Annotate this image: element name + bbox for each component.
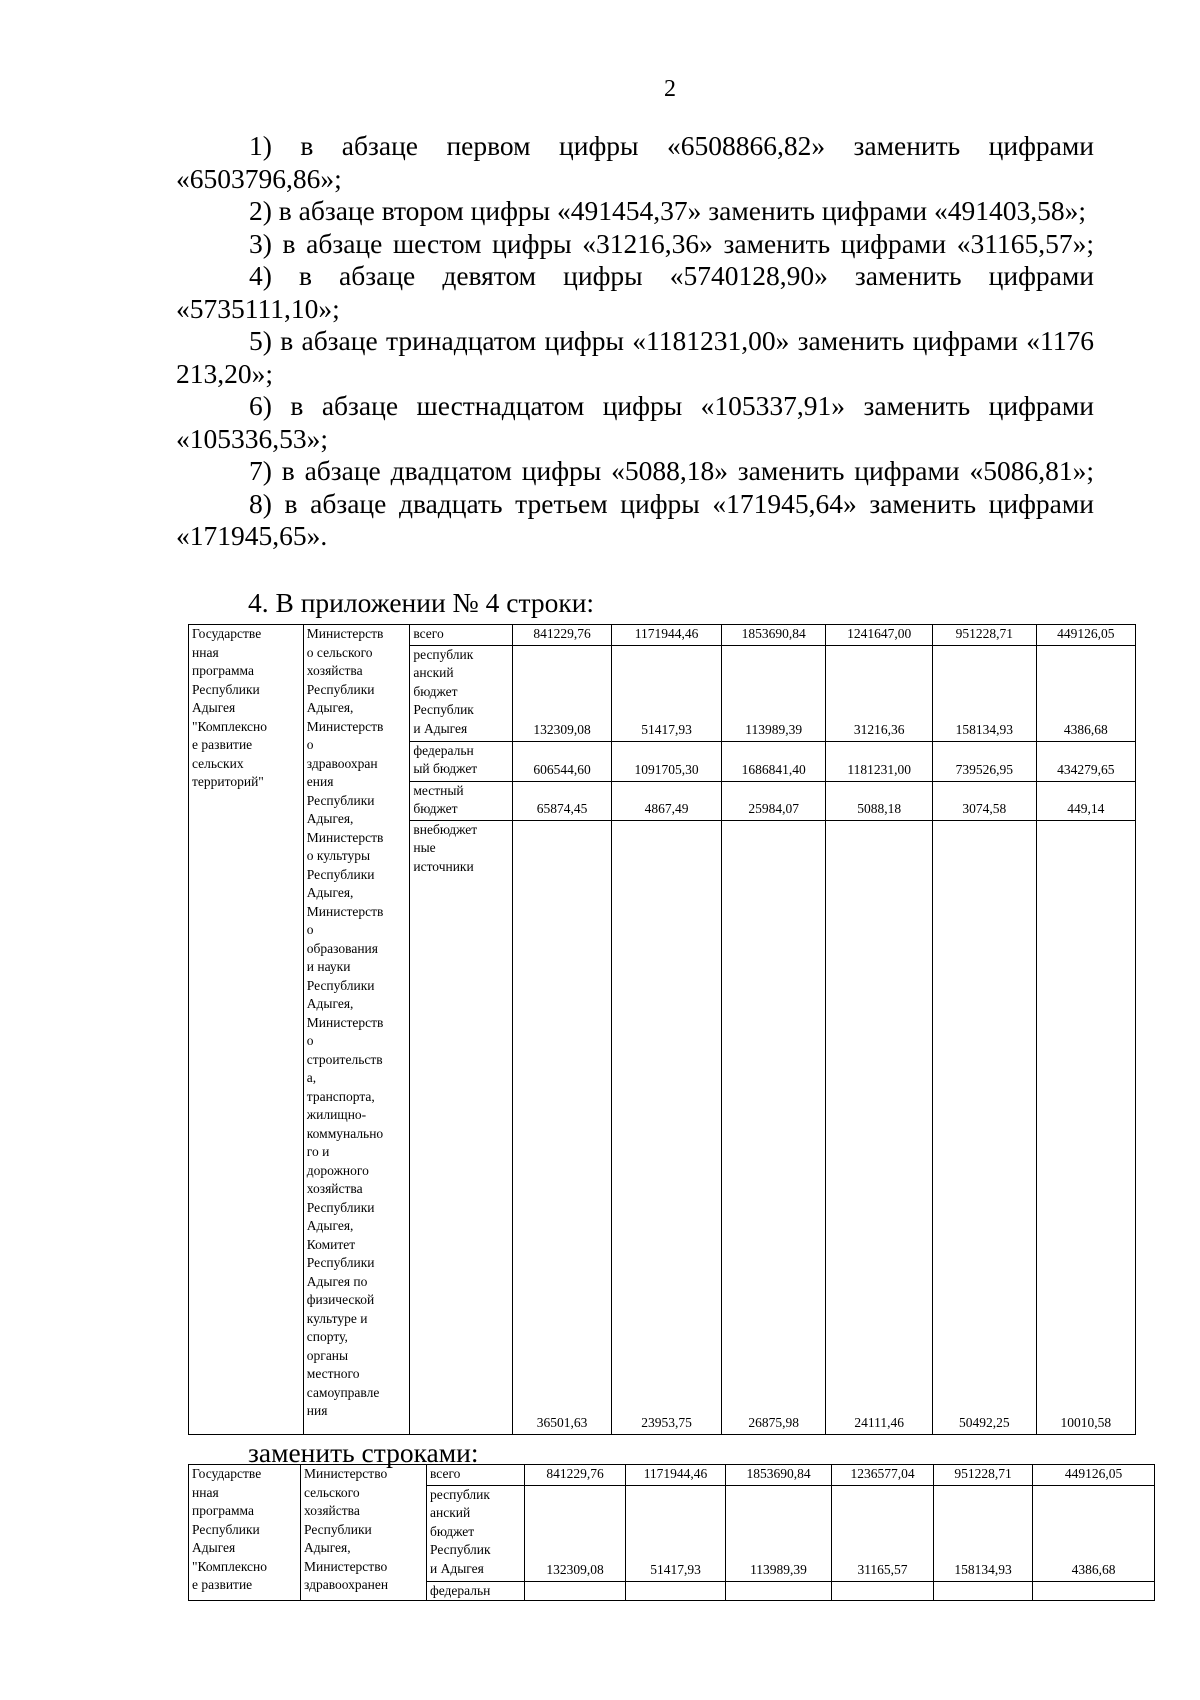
amendment-item-1: 1) в абзаце первом цифры «6508866,82» заменить цифрами «6503796,86»; <box>176 130 1094 194</box>
page-number: 2 <box>664 76 676 102</box>
value-cell <box>626 1581 726 1601</box>
value-cell: 113989,39 <box>726 1485 832 1581</box>
value-cell: 23953,75 <box>612 820 722 1434</box>
value-cell: 841229,76 <box>512 625 611 646</box>
value-cell: 434279,65 <box>1036 741 1135 781</box>
program-cell: Государстве нная программа Республики Адыгея "Комплексно е развитие <box>189 1465 301 1601</box>
value-cell: 3074,58 <box>933 781 1037 820</box>
value-cell: 31216,36 <box>826 645 933 741</box>
table-row <box>189 1465 1155 1486</box>
new-rows-table <box>188 1464 1155 1601</box>
replace-heading: заменить строками: <box>248 1437 479 1468</box>
source-cell: республик анский бюджет Республик и Адыгея <box>410 645 512 741</box>
source-cell: местный бюджет <box>410 781 512 820</box>
amendment-item-6: 6) в абзаце шестнадцатом цифры «105337,91» заменить цифрами «105336,53»; <box>176 390 1094 454</box>
source-cell: всего <box>410 625 512 646</box>
value-cell: 10010,58 <box>1036 820 1135 1434</box>
value-cell: 25984,07 <box>721 781 826 820</box>
value-cell: 158134,93 <box>933 645 1037 741</box>
value-cell: 24111,46 <box>826 820 933 1434</box>
value-cell: 4386,68 <box>1033 1485 1155 1581</box>
value-cell <box>726 1581 832 1601</box>
value-cell <box>525 1581 626 1601</box>
table-row <box>189 625 1136 646</box>
executors-cell: Министерств о сельского хозяйства Республики Адыгея, Министерств о здравоохран ения Республики Адыгея, Министерств о культуры Республики Адыгея, Министерств о образования и науки Республики Адыгея, Министерств о строительств а, транспорта, жилищно- коммунально го и дорожного хозяйства Республики Адыгея, Комитет Республики Адыгея по физической культуре и спорту, органы местного самоуправле ния <box>303 625 410 1435</box>
value-cell: 113989,39 <box>721 645 826 741</box>
value-cell: 1091705,30 <box>612 741 722 781</box>
value-cell: 951228,71 <box>933 625 1037 646</box>
value-cell: 1181231,00 <box>826 741 933 781</box>
value-cell: 1853690,84 <box>726 1465 832 1486</box>
value-cell: 65874,45 <box>512 781 611 820</box>
value-cell: 31165,57 <box>832 1485 934 1581</box>
value-cell: 50492,25 <box>933 820 1037 1434</box>
value-cell: 51417,93 <box>612 645 722 741</box>
value-cell: 1241647,00 <box>826 625 933 646</box>
value-cell: 4867,49 <box>612 781 722 820</box>
amendment-item-2: 2) в абзаце втором цифры «491454,37» заменить цифрами «491403,58»; <box>249 195 1087 226</box>
value-cell: 449126,05 <box>1033 1465 1155 1486</box>
value-cell: 5088,18 <box>826 781 933 820</box>
value-cell: 951228,71 <box>934 1465 1033 1486</box>
value-cell <box>1033 1581 1155 1601</box>
program-cell: Государстве нная программа Республики Адыгея "Комплексно е развитие сельских территорий" <box>189 625 304 1435</box>
value-cell: 132309,08 <box>525 1485 626 1581</box>
section-intro: 4. В приложении № 4 строки: <box>248 587 595 618</box>
source-cell: федеральн <box>427 1581 525 1601</box>
old-rows-table <box>188 624 1136 1435</box>
value-cell: 26875,98 <box>721 820 826 1434</box>
amendment-item-8: 8) в абзаце двадцать третьем цифры «171945,64» заменить цифрами «171945,65». <box>176 487 1094 551</box>
value-cell: 1686841,40 <box>721 741 826 781</box>
source-cell: федеральн ый бюджет <box>410 741 512 781</box>
amendment-item-7: 7) в абзаце двадцатом цифры «5088,18» заменить цифрами «5086,81»; <box>249 455 1094 486</box>
value-cell: 1236577,04 <box>832 1465 934 1486</box>
value-cell: 51417,93 <box>626 1485 726 1581</box>
value-cell: 739526,95 <box>933 741 1037 781</box>
value-cell: 1853690,84 <box>721 625 826 646</box>
value-cell: 36501,63 <box>512 820 611 1434</box>
amendment-item-5: 5) в абзаце тринадцатом цифры «1181231,00» заменить цифрами «1176 213,20»; <box>176 325 1094 389</box>
value-cell: 1171944,46 <box>626 1465 726 1486</box>
source-cell: внебюджет ные источники <box>410 820 512 1434</box>
amendment-item-3: 3) в абзаце шестом цифры «31216,36» заменить цифрами «31165,57»; <box>249 227 1094 259</box>
value-cell: 841229,76 <box>525 1465 626 1486</box>
value-cell <box>832 1581 934 1601</box>
value-cell: 449126,05 <box>1036 625 1135 646</box>
value-cell: 4386,68 <box>1036 645 1135 741</box>
value-cell <box>934 1581 1033 1601</box>
value-cell: 132309,08 <box>512 645 611 741</box>
value-cell: 606544,60 <box>512 741 611 781</box>
source-cell: всего <box>427 1465 525 1486</box>
amendment-list <box>176 130 1094 553</box>
source-cell: республик анский бюджет Республик и Адыгея <box>427 1485 525 1581</box>
amendment-item-4: 4) в абзаце девятом цифры «5740128,90» заменить цифрами «5735111,10»; <box>176 260 1094 324</box>
executors-cell: Министерство сельского хозяйства Республики Адыгея, Министерство здравоохранен <box>301 1465 427 1601</box>
value-cell: 158134,93 <box>934 1485 1033 1581</box>
value-cell: 449,14 <box>1036 781 1135 820</box>
value-cell: 1171944,46 <box>612 625 722 646</box>
